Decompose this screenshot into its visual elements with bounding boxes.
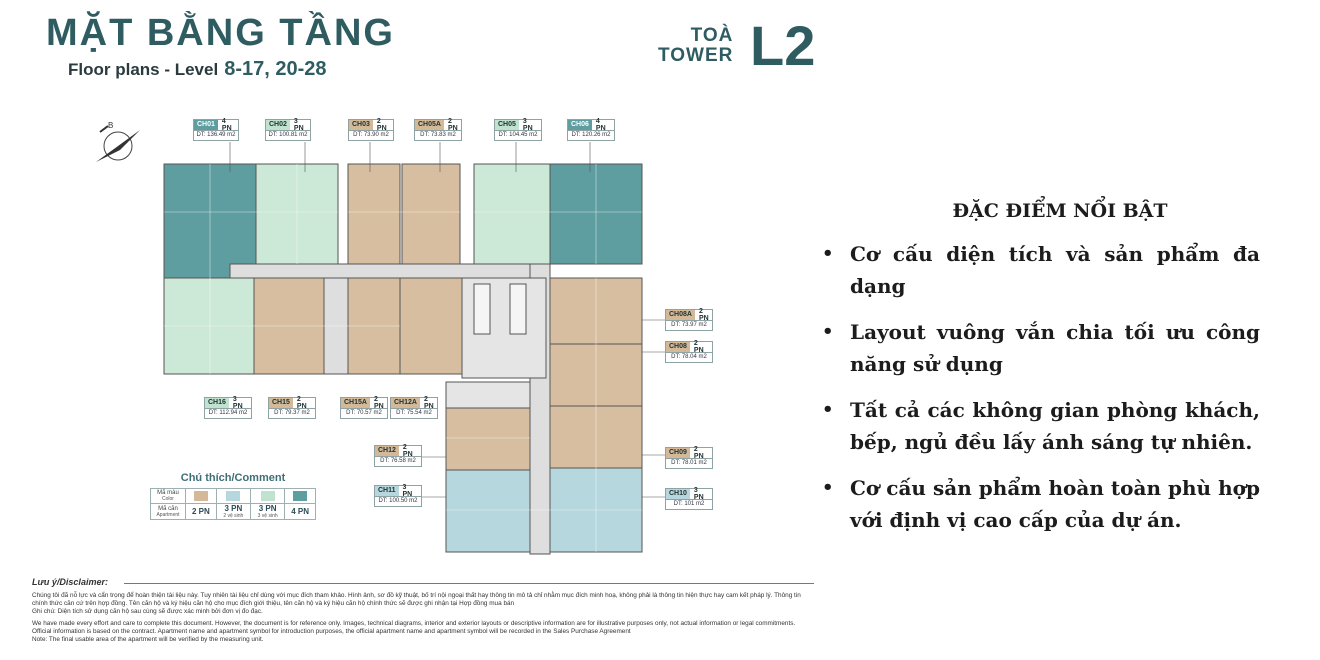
legend-item: 2 PN (186, 504, 217, 520)
legend-item: 4 PN (285, 504, 316, 520)
unit-bedrooms: 3 PN (402, 484, 413, 498)
unit-bedrooms: 3 PN (232, 396, 243, 410)
unit-area: DT: 100.81 m2 (268, 132, 308, 138)
legend-color-label: Mã màu Color (151, 489, 186, 504)
highlight-item: • Layout vuông vắn chia tối ưu công năng sử dụng (820, 316, 1260, 380)
unit-code: CH05A (415, 120, 444, 130)
unit-area: DT: 100.50 m2 (378, 498, 418, 504)
unit-area: DT: 112.94 m2 (208, 410, 248, 416)
unit-ch03 (348, 164, 400, 264)
unit-tag-ch06 (567, 119, 615, 141)
unit-code: CH15A (341, 398, 370, 408)
disclaimer-vi-1: Chúng tôi đã nỗ lực và cẩn trọng để hoàn thiện tài liệu này. Tuy nhiên tài liệu chỉ dùng với mục đích tham khảo. Hình ảnh, sơ đồ kỹ thuật, bố trí nội ngoại thất hay thông tin mô tả chỉ nhằm mục đích minh hoạ, không phải là thông tin hiện thực hay cam kết pháp lý. Thông tin chính thức căn cứ trên hợp đồng. Tên căn hộ và ký hiệu căn hộ cho mục đích giới thiệu, tên căn hộ và ký hiệu căn hộ chính thức sẽ được ghi nhận tại Hợp đồng mua bán (32, 592, 801, 607)
unit-area: DT: 101 m2 (673, 501, 705, 507)
unit-area: DT: 78.01 m2 (671, 460, 707, 466)
highlight-item: • Cơ cấu diện tích và sản phẩm đa dạng (820, 238, 1260, 302)
legend-apartment-label: Mã căn Apartment (151, 504, 186, 520)
disclaimer (32, 577, 812, 644)
corridor-top (230, 264, 550, 278)
unit-area: DT: 73.90 m2 (353, 132, 389, 138)
unit-tag-ch10 (665, 488, 713, 510)
unit-tag-ch08 (665, 341, 713, 363)
legend-swatch-3pn-a (226, 491, 240, 501)
bullet-icon: • (822, 321, 834, 342)
unit-bedrooms: 3 PN (293, 118, 304, 132)
unit-bedrooms: 2 PN (693, 340, 704, 354)
unit-code: CH11 (375, 486, 399, 496)
subtitle-text: Floor plans - Level (68, 60, 219, 79)
unit-code: CH16 (205, 398, 229, 408)
unit-tag-ch03 (348, 119, 394, 141)
bullet-icon: • (822, 243, 834, 264)
legend-item: 3 PN 2 vệ sinh (216, 504, 250, 520)
unit-area: DT: 136.49 m2 (196, 132, 236, 138)
disclaimer-title: Lưu ý/Disclaimer: (32, 577, 108, 587)
unit-bedrooms: 2 PN (447, 118, 458, 132)
tower-label-vi: TOÀ (690, 25, 734, 46)
bullet-icon: • (822, 477, 834, 498)
unit-code: CH08 (666, 342, 690, 352)
unit-area: DT: 75.54 m2 (396, 410, 432, 416)
unit-tag-ch12a (390, 397, 438, 419)
page-subtitle (68, 58, 327, 81)
level-range: 8-17, 20-28 (224, 58, 327, 80)
unit-code: CH08A (666, 310, 695, 320)
unit-tag-ch05a (414, 119, 462, 141)
unit-code: CH15 (269, 398, 293, 408)
unit-bedrooms: 2 PN (423, 396, 434, 410)
unit-code: CH12 (375, 446, 399, 456)
page-title: MẶT BẰNG TẦNG (46, 12, 395, 54)
unit-ch05a (402, 164, 460, 264)
unit-area: DT: 104.45 m2 (498, 132, 538, 138)
unit-tag-ch15 (268, 397, 316, 419)
legend-title: Chú thích/Comment (180, 472, 286, 484)
unit-ch12 (446, 408, 530, 470)
unit-bedrooms: 2 PN (402, 444, 413, 458)
tower-label (658, 26, 733, 66)
unit-bedrooms: 2 PN (376, 118, 387, 132)
unit-bedrooms: 2 PN (698, 308, 709, 322)
compass-north-label: B (108, 121, 114, 130)
unit-code: CH01 (194, 120, 218, 130)
unit-code: CH10 (666, 489, 690, 499)
unit-area: DT: 79.37 m2 (274, 410, 310, 416)
unit-tag-ch11 (374, 485, 422, 507)
unit-bedrooms: 3 PN (522, 118, 533, 132)
legend-swatch-2pn (194, 491, 208, 501)
unit-tag-ch15a (340, 397, 388, 419)
disclaimer-en-1: We have made every effort and care to complete this document. However, the document is for reference only. Images, technical diagrams, interior and exterior layouts or descriptive information are for illustrative purposes only, not actual information or legal commitments. Official information is based on the contract. Apartment name and apartment symbol for introduction purposes, the official apartment name and apartment symbol will be recorded in the Sales Purchase Agreement (32, 620, 796, 635)
disclaimer-divider (124, 583, 814, 584)
unit-ch12a (400, 278, 462, 374)
unit-code: CH03 (349, 120, 373, 130)
unit-bedrooms: 2 PN (693, 446, 704, 460)
unit-code: CH09 (666, 448, 690, 458)
unit-area: DT: 70.57 m2 (346, 410, 382, 416)
legend-swatch-3pn-b (261, 491, 275, 501)
unit-tag-ch12 (374, 445, 422, 467)
unit-code: CH12A (391, 398, 420, 408)
tower-code: L2 (750, 14, 816, 77)
legend-item: 3 PN 3 vệ sinh (250, 504, 284, 520)
unit-tag-ch05 (494, 119, 542, 141)
legend (150, 472, 316, 520)
unit-tag-ch09 (665, 447, 713, 469)
highlights-title: ĐẶC ĐIỂM NỔI BẬT (952, 200, 1168, 222)
compass-icon (96, 121, 140, 162)
unit-bedrooms: 4 PN (221, 118, 232, 132)
unit-bedrooms: 3 PN (693, 487, 704, 501)
unit-ch05 (474, 164, 550, 264)
tower-label-en: TOWER (658, 44, 734, 66)
unit-ch11 (446, 470, 530, 552)
disclaimer-vi-2: Ghi chú: Diện tích sử dụng căn hộ sau cùng sẽ được xác minh bởi đơn vị đo đạc. (32, 608, 263, 615)
disclaimer-en-2: Note: The final usable area of the apartment will be verified by the measuring unit. (32, 636, 264, 643)
unit-area: DT: 73.83 m2 (420, 132, 456, 138)
legend-table (150, 488, 316, 520)
unit-bedrooms: 4 PN (595, 118, 606, 132)
unit-area: DT: 78.04 m2 (671, 354, 707, 360)
highlights-list (820, 238, 1260, 536)
unit-tag-ch02 (265, 119, 311, 141)
bullet-icon: • (822, 399, 834, 420)
unit-code: CH05 (495, 120, 519, 130)
unit-bedrooms: 2 PN (373, 396, 384, 410)
legend-swatch-4pn (293, 491, 307, 501)
unit-code: CH06 (568, 120, 592, 130)
highlights-section (820, 200, 1260, 550)
unit-tag-ch08a (665, 309, 713, 331)
unit-tag-ch16 (204, 397, 252, 419)
unit-area: DT: 76.58 m2 (380, 458, 416, 464)
highlight-item: • Cơ cấu sản phẩm hoàn toàn phù hợp với định vị cao cấp của dự án. (820, 472, 1260, 536)
lower-stair (446, 382, 530, 408)
unit-bedrooms: 2 PN (296, 396, 307, 410)
unit-area: DT: 73.97 m2 (671, 322, 707, 328)
unit-tag-ch01 (193, 119, 239, 141)
unit-area: DT: 120.26 m2 (571, 132, 611, 138)
unit-code: CH02 (266, 120, 290, 130)
highlight-item: • Tất cả các không gian phòng khách, bếp, ngủ đều lấy ánh sáng tự nhiên. (820, 394, 1260, 458)
